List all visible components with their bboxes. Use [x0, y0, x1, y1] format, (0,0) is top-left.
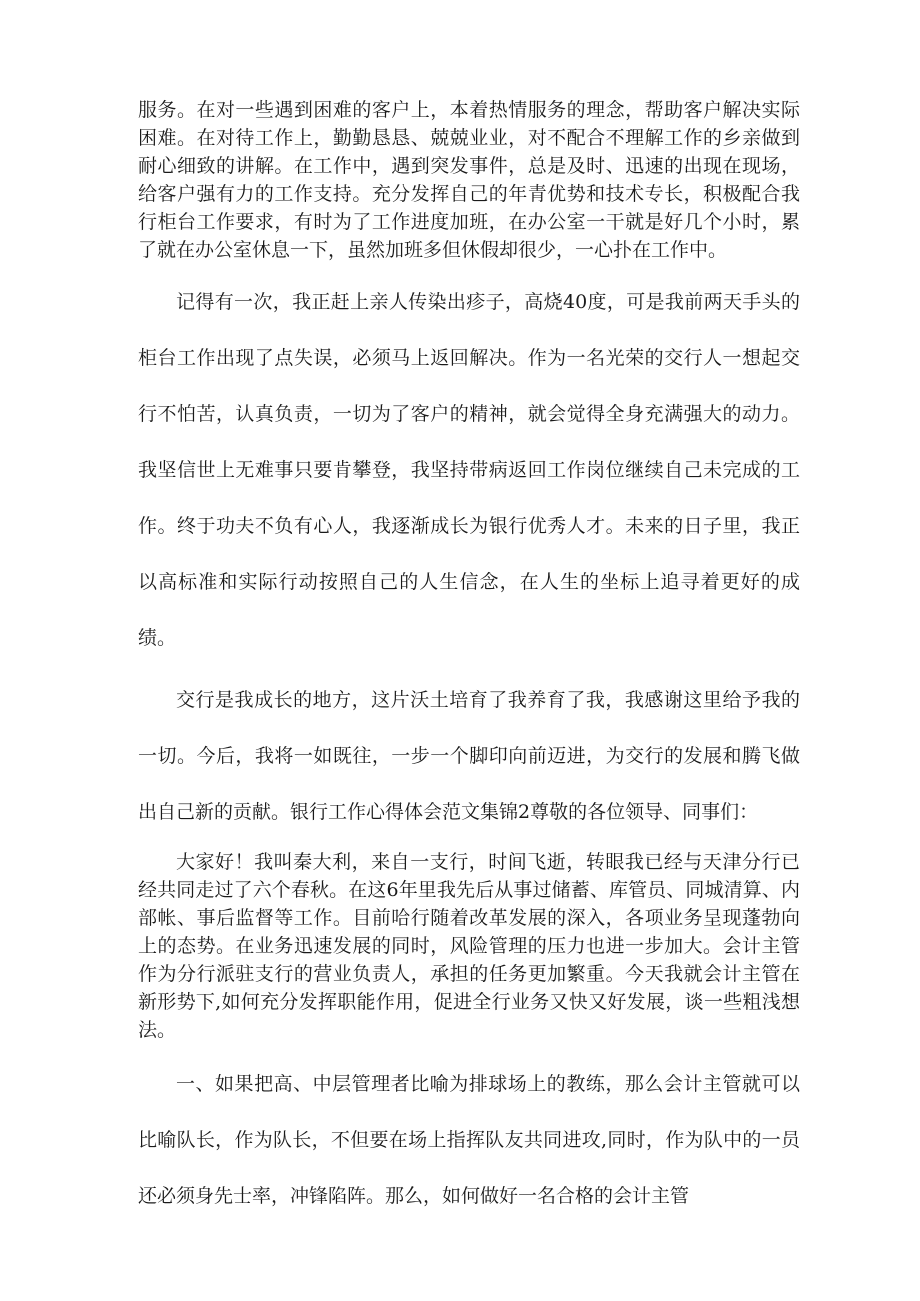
- paragraph-2: 记得有一次，我正赶上亲人传染出疹子，高烧40度，可是我前两天手头的柜台工作出现了点失误，必须马上返回解决。作为一名光荣的交行人一想起交行不怕苦，认真负责，一切为了客户的精神，就会觉得全身充满强大的动力。我坚信世上无难事只要肯攀登，我坚持带病返回工作岗位继续自己未完成的工作。终于功夫不负有心人，我逐渐成长为银行优秀人才。未来的日子里，我正以高标准和实际行动按照自己的人生信念，在人生的坐标上追寻着更好的成绩。: [138, 291, 800, 649]
- paragraph-3: 交行是我成长的地方，这片沃土培育了我养育了我，我感谢这里给予我的一切。今后，我将一如既往，一步一个脚印向前迈进，为交行的发展和腾飞做出自己新的贡献。银行工作心得体会范文集锦2尊敬的各位领导、同事们：: [138, 689, 800, 823]
- paragraph-1: 服务。在对一些遇到困难的客户上，本着热情服务的理念，帮助客户解决实际困难。在对待工作上，勤勤恳恳、兢兢业业，对不配合不理解工作的乡亲做到耐心细致的讲解。在工作中，遇到突发事件，总是及时、迅速的出现在现场，给客户强有力的工作支持。充分发挥自己的年青优势和技术专长，积极配合我行柜台工作要求，有时为了工作进度加班，在办公室一干就是好几个小时，累了就在办公室休息一下，虽然加班多但休假却很少，一心扑在工作中。: [138, 99, 800, 261]
- document-page: [138, 96, 800, 1224]
- paragraph-4: 大家好！我叫秦大利，来自一支行，时间飞逝，转眼我已经与天津分行已经共同走过了六个春秋。在这6年里我先后从事过储蓄、库管员、同城清算、内部帐、事后监督等工作。目前哈行随着改革发展的深入，各项业务呈现蓬勃向上的态势。在业务迅速发展的同时，风险管理的压力也进一步加大。会计主管作为分行派驻支行的营业负责人，承担的任务更加繁重。今天我就会计主管在新形势下,如何充分发挥职能作用，促进全行业务又快又好发展，谈一些粗浅想法。: [138, 851, 800, 1041]
- paragraph-5: 一、如果把高、中层管理者比喻为排球场上的教练，那么会计主管就可以比喻队长，作为队长，不但要在场上指挥队友共同进攻,同时，作为队中的一员还必须身先士率，冲锋陷阵。那么，如何做好一名合格的会计主管: [138, 1073, 800, 1207]
